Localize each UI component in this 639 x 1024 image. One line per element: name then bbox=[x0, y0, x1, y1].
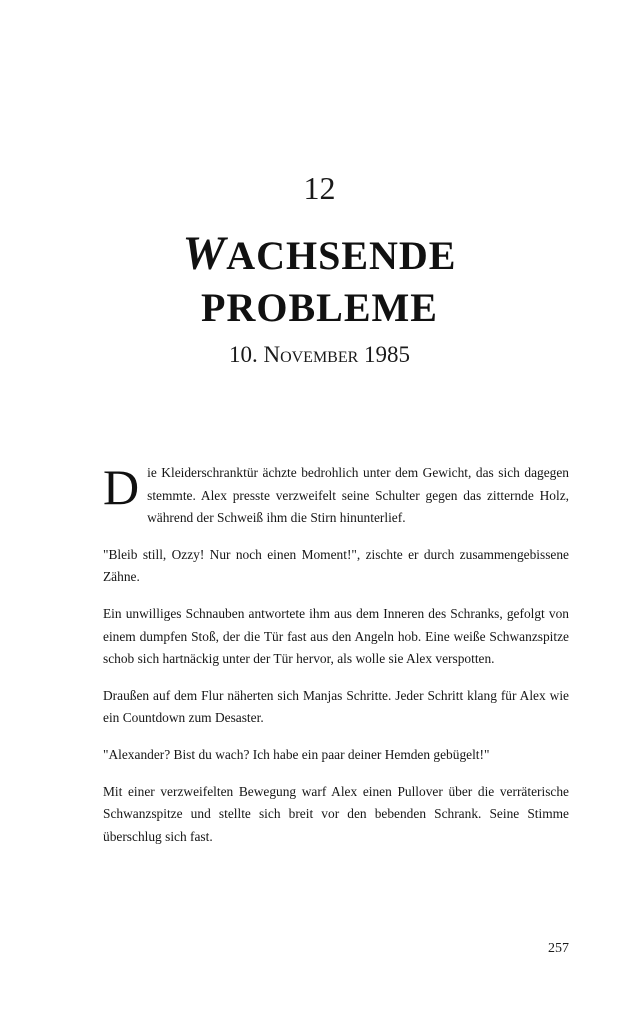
chapter-title-line-1-rest: ACHSENDE bbox=[226, 233, 457, 278]
drop-cap: D bbox=[103, 459, 140, 515]
chapter-date: 10. November 1985 bbox=[228, 342, 411, 367]
paragraph: "Alexander? Bist du wach? Ich habe ein paar deiner Hemden gebügelt!" bbox=[103, 746, 490, 762]
paragraph: "Bleib still, Ozzy! Nur noch einen Moment!", zischte er durch zusammengebissene Zähne. bbox=[103, 546, 569, 585]
chapter-body bbox=[103, 459, 569, 862]
chapter-number: 12 bbox=[303, 170, 336, 206]
chapter-title-initial: W bbox=[182, 227, 227, 280]
paragraph-text: ie Kleiderschranktür ächzte bedrohlich unter dem Gewicht, das sich dagegen stemmte. Alex presste verzweifelt seine Schulter gegen das zitternde Holz, während der Schweiß ihm die Stirn hinunterlief. bbox=[147, 465, 569, 526]
page-number: 257 bbox=[548, 941, 569, 956]
chapter-title bbox=[0, 228, 639, 334]
paragraph: Draußen auf dem Flur näherten sich Manjas Schritte. Jeder Schritt klang für Alex wie ein Countdown zum Desaster. bbox=[103, 687, 569, 726]
paragraph: Ein unwilliges Schnauben antwortete ihm aus dem Inneren des Schranks, gefolgt von einem dumpfen Stoß, der die Tür fast aus den Angeln hob. Eine weiße Schwanzspitze schob sich hartnäckig unter der Tür hervor, als wolle sie Alex verspotten. bbox=[103, 605, 569, 667]
chapter-title-line-1 bbox=[0, 228, 639, 282]
paragraph bbox=[103, 459, 569, 530]
chapter-title-line-2: PROBLEME bbox=[201, 285, 438, 330]
paragraph: Mit einer verzweifelten Bewegung warf Alex einen Pullover über die verräterische Schwanzspitze und stellte sich breit vor den bebenden Schrank. Seine Stimme überschlug sich fast. bbox=[103, 783, 569, 844]
